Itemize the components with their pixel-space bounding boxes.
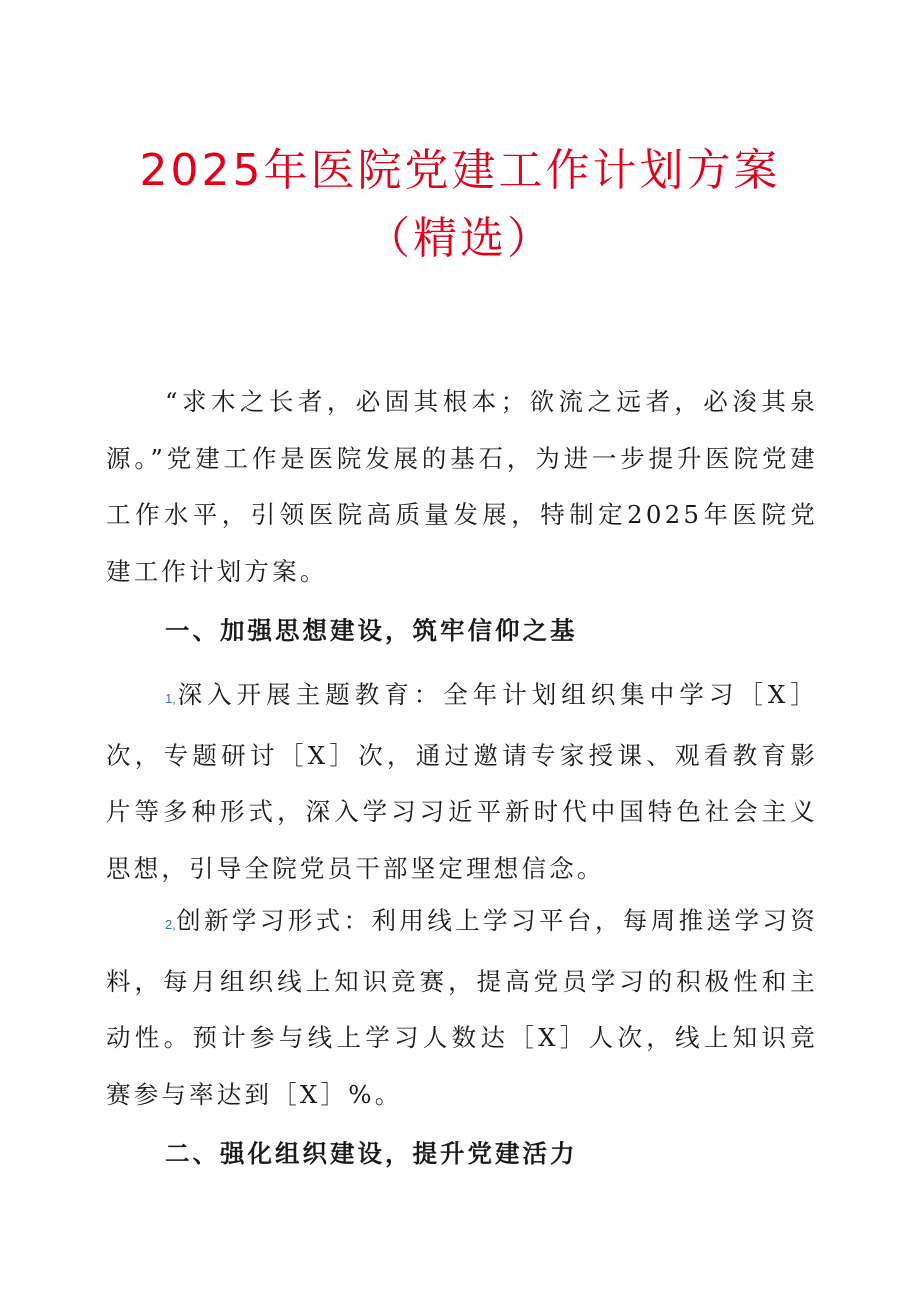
list-item [106, 893, 818, 1123]
document-title: 2025年医院党建工作计划方案 [139, 145, 781, 196]
item-number: 2, [165, 917, 176, 932]
document-subtitle: （精选） [366, 213, 554, 264]
item-number: 1, [165, 691, 176, 706]
list-item [106, 667, 818, 897]
intro-paragraph: “求木之长者，必固其根本；欲流之远者，必浚其泉源。”党建工作是医院发展的基石，为进一步提升医院党建工作水平，引领医院高质量发展，特制定2025年医院党建工作计划方案。 [106, 387, 818, 586]
item-text: 深入开展主题教育：全年计划组织集中学习［X］次，专题研讨［X］次，通过邀请专家授课、观看教育影片等多种形式，深入学习习近平新时代中国特色社会主义思想，引导全院党员干部坚定理想信念。 [106, 680, 818, 883]
section-heading-2: 二、强化组织建设，提升党建活力 [165, 1139, 578, 1168]
item-text: 创新学习形式：利用线上学习平台，每周推送学习资料，每月组织线上知识竞赛，提高党员学习的积极性和主动性。预计参与线上学习人数达［X］人次，线上知识竞赛参与率达到［X］%。 [106, 906, 818, 1109]
section-heading-1: 一、加强思想建设，筑牢信仰之基 [165, 616, 578, 645]
